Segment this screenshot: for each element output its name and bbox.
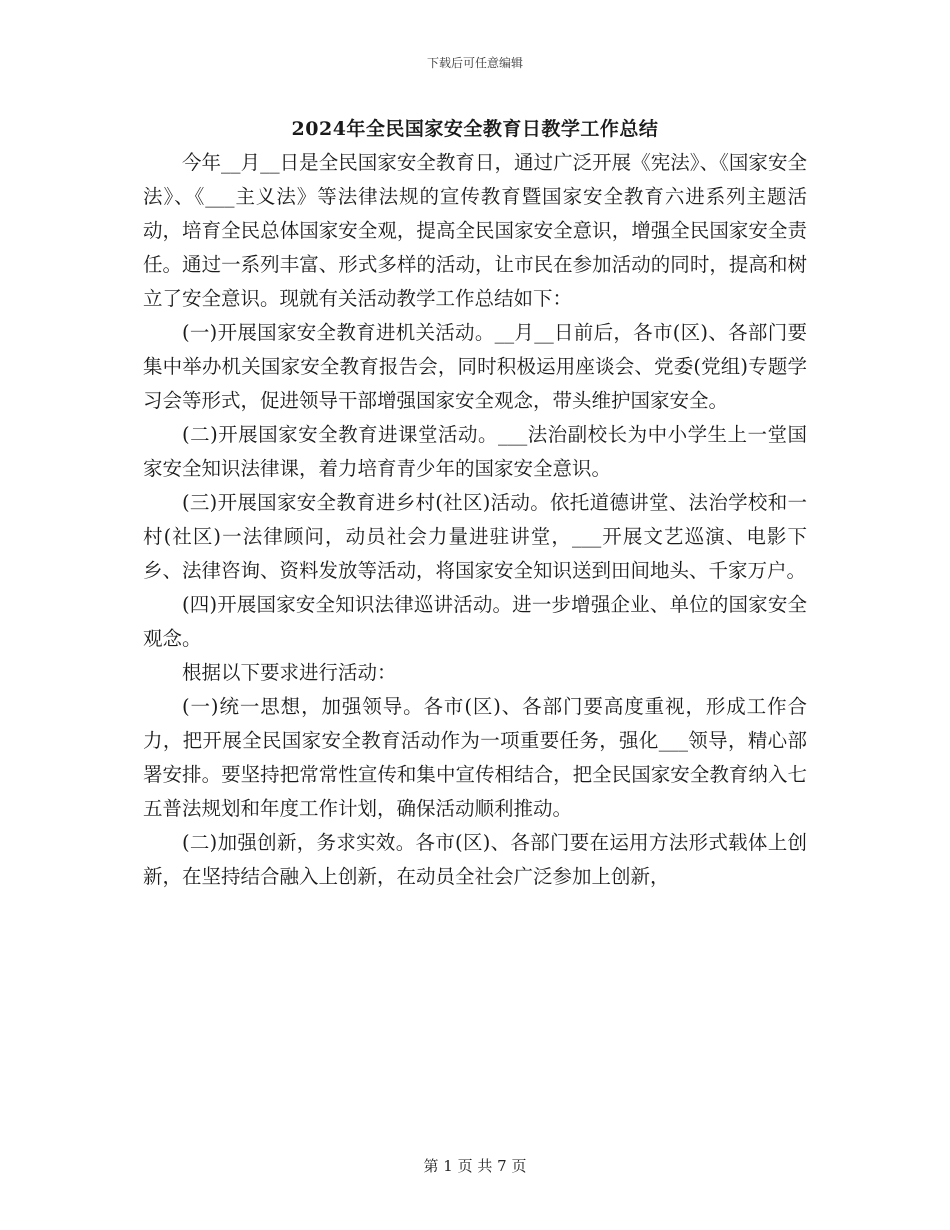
document-body [143,146,807,894]
paragraph: (一)开展国家安全教育进机关活动。__月__日前后，各市(区)、各部门要集中举办机关国家安全教育报告会，同时积极运用座谈会、党委(党组)专题学习会等形式，促进领导干部增强国家安全观念，带头维护国家安全。 [143,321,807,412]
header-note: 下载后可任意编辑 [426,56,523,70]
paragraph: (四)开展国家安全知识法律巡讲活动。进一步增强企业、单位的国家安全观念。 [143,593,807,650]
paragraph: (三)开展国家安全教育进乡村(社区)活动。依托道德讲堂、法治学校和一村(社区)一法律顾问，动员社会力量进驻讲堂，___开展文艺巡演、电影下乡、法律咨询、资料发放等活动，将国家安全知识送到田间地头、千家万户。 [143,491,807,582]
paragraph: 根据以下要求进行活动： [182,661,397,684]
paragraph: (一)统一思想，加强领导。各市(区)、各部门要高度重视，形成工作合力，把开展全民国家安全教育活动作为一项重要任务，强化___领导，精心部署安排。要坚持把常常性宣传和集中宣传相结合，把全民国家安全教育纳入七五普法规划和年度工作计划，确保活动顺利推动。 [143,695,807,820]
paragraph: 今年__月__日是全民国家安全教育日，通过广泛开展《宪法》、《国家安全法》、《___主义法》等法律法规的宣传教育暨国家安全教育六进系列主题活动，培育全民总体国家安全观，提高全民国家安全意识，增强全民国家安全责任。通过一系列丰富、形式多样的活动，让市民在参加活动的同时，提高和树立了安全意识。现就有关活动教学工作总结如下： [143,151,807,310]
page-number: 第 1 页 共 7 页 [423,1157,527,1175]
paragraph: (二)加强创新，务求实效。各市(区)、各部门要在运用方法形式载体上创新，在坚持结合融入上创新，在动员全社会广泛参加上创新， [143,831,807,888]
paragraph: (二)开展国家安全教育进课堂活动。___法治副校长为中小学生上一堂国家安全知识法律课，着力培育青少年的国家安全意识。 [143,423,807,480]
document-title: 2024年全民国家安全教育日教学工作总结 [291,118,659,140]
